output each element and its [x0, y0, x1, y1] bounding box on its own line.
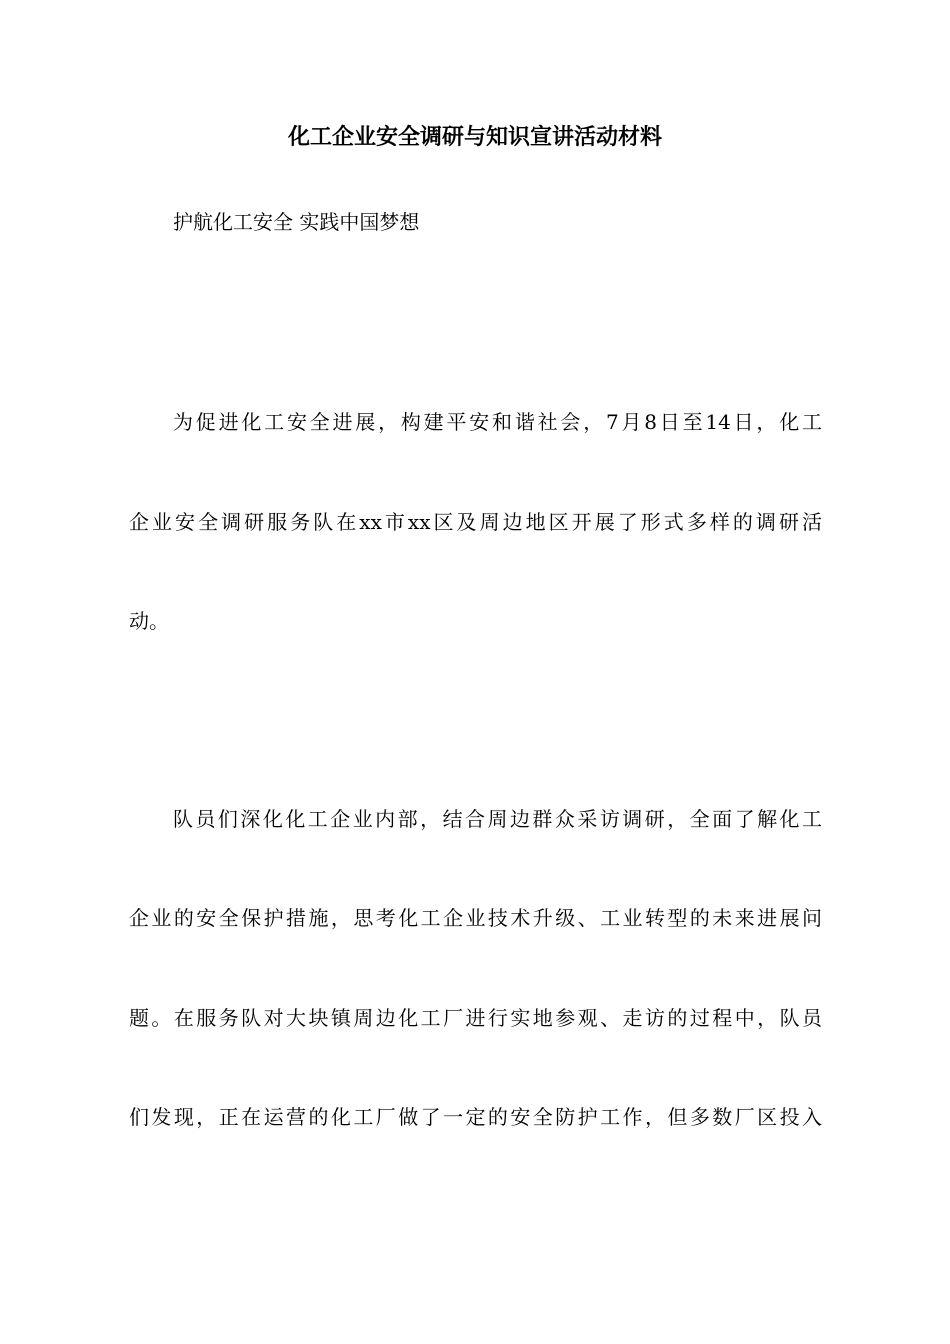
- paragraph-2-line-1: 队员们深化化工企业内部，结合周边群众采访调研，全面了解化工: [173, 807, 822, 831]
- paragraph-2-line-3: 题。在服务队对大块镇周边化工厂进行实地参观、走访的过程中，队员: [129, 1006, 822, 1030]
- document-subtitle: 护航化工安全 实践中国梦想: [173, 210, 420, 234]
- paragraph-1-line-2: 企业安全调研服务队在xx市xx区及周边地区开展了形式多样的调研活: [129, 510, 822, 534]
- paragraph-1-line-3: 动。: [129, 609, 169, 633]
- paragraph-2-line-2: 企业的安全保护措施，思考化工企业技术升级、工业转型的未来进展问: [129, 906, 822, 930]
- paragraph-2-line-4: 们发现，正在运营的化工厂做了一定的安全防护工作，但多数厂区投入: [129, 1105, 822, 1129]
- document-title: 化工企业安全调研与知识宣讲活动材料: [287, 125, 662, 150]
- paragraph-1-line-1: 为促进化工安全进展，构建平安和谐社会，7月8日至14日，化工: [173, 410, 822, 434]
